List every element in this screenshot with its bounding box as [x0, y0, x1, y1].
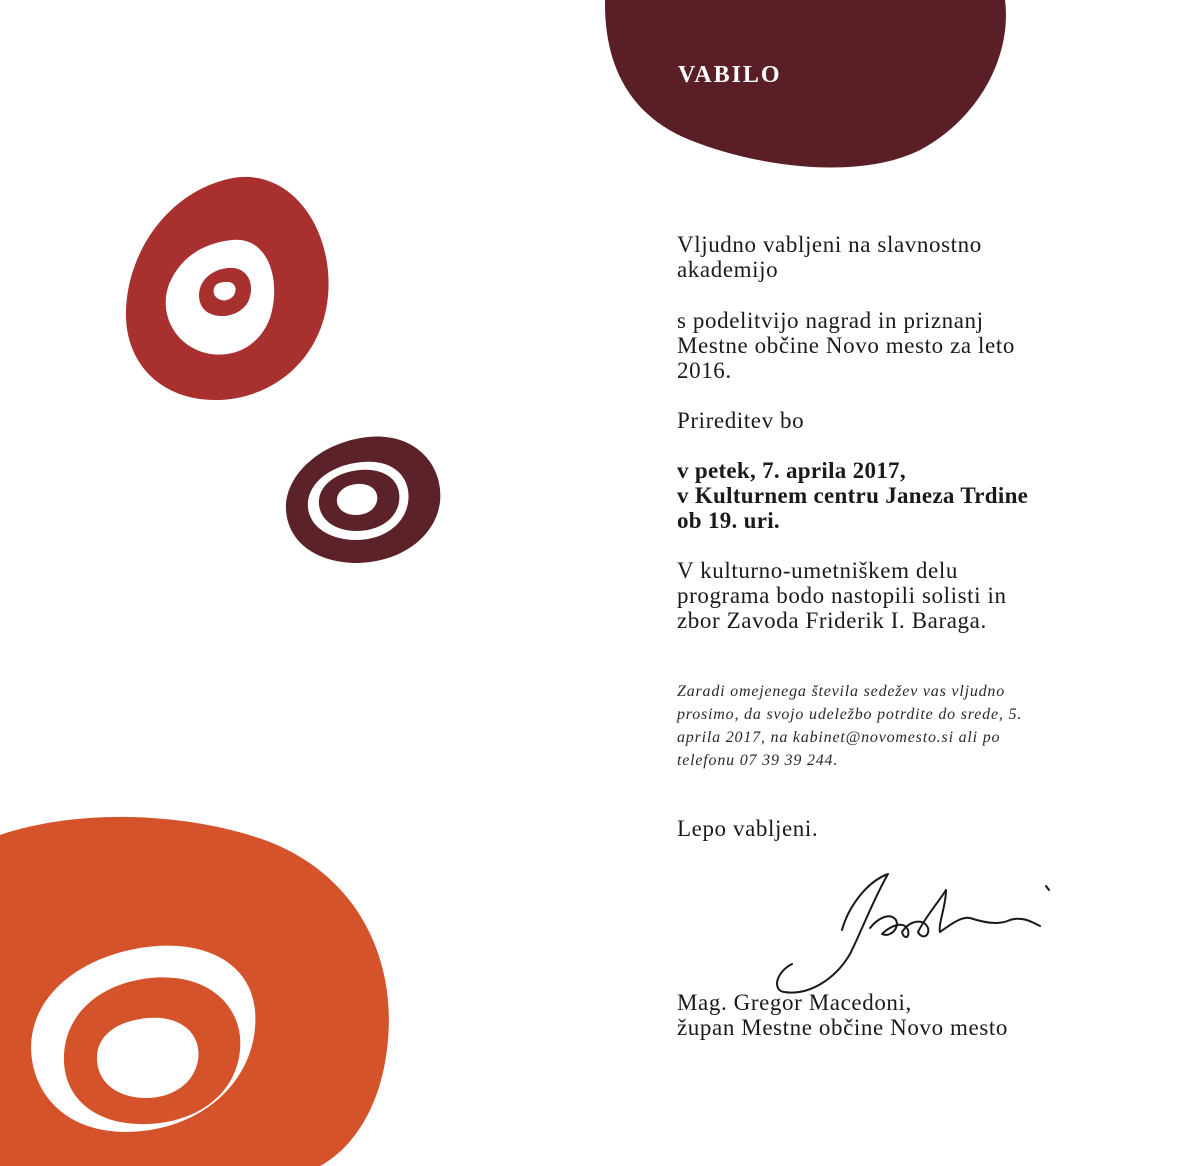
event-detail-line: v petek, 7. aprila 2017,: [677, 458, 906, 483]
occasion-line: 2016.: [677, 358, 732, 383]
program-paragraph: [677, 558, 1137, 633]
invitation-title: VABILO: [678, 62, 782, 88]
program-line: programa bodo nastopili solisti in: [677, 583, 1007, 608]
event-details: [677, 458, 1137, 533]
ring-ornament-icon: [286, 436, 440, 563]
event-intro-line: Prireditev bo: [677, 408, 805, 433]
occasion-line: s podelitvijo nagrad in priznanj: [677, 308, 984, 333]
rsvp-line: prosimo, da svojo udeležbo potrdite do srede, 5.: [677, 706, 1023, 723]
occasion-line: Mestne občine Novo mesto za leto: [677, 333, 1015, 358]
intro-line: akademijo: [677, 257, 779, 282]
intro-paragraph: [677, 232, 1137, 282]
event-detail-line: v Kulturnem centru Janeza Trdine: [677, 483, 1029, 508]
rsvp-line: aprila 2017, na kabinet@novomesto.si ali po: [677, 729, 1001, 746]
signatory-block: [677, 990, 1137, 1040]
event-detail-line: ob 19. uri.: [677, 508, 780, 533]
occasion-paragraph: [677, 308, 1137, 383]
title-blob: [605, 0, 1006, 168]
signature-icon: [770, 868, 1060, 998]
event-intro: [677, 408, 1137, 433]
ring-ornament-icon: [0, 817, 389, 1166]
rsvp-note: [677, 680, 1137, 772]
rsvp-line: Zaradi omejenega števila sedežev vas vljudno: [677, 683, 1006, 700]
program-line: V kulturno-umetniškem delu: [677, 558, 958, 583]
signatory-name: Mag. Gregor Macedoni,: [677, 990, 912, 1015]
intro-line: Vljudno vabljeni na slavnostno: [677, 232, 982, 257]
program-line: zbor Zavoda Friderik I. Baraga.: [677, 608, 987, 633]
closing: [677, 816, 1137, 841]
ring-ornament-icon: [126, 177, 329, 400]
signatory-title: župan Mestne občine Novo mesto: [677, 1015, 1008, 1040]
closing-line: Lepo vabljeni.: [677, 816, 819, 841]
rsvp-line: telefonu 07 39 39 244.: [677, 752, 839, 769]
